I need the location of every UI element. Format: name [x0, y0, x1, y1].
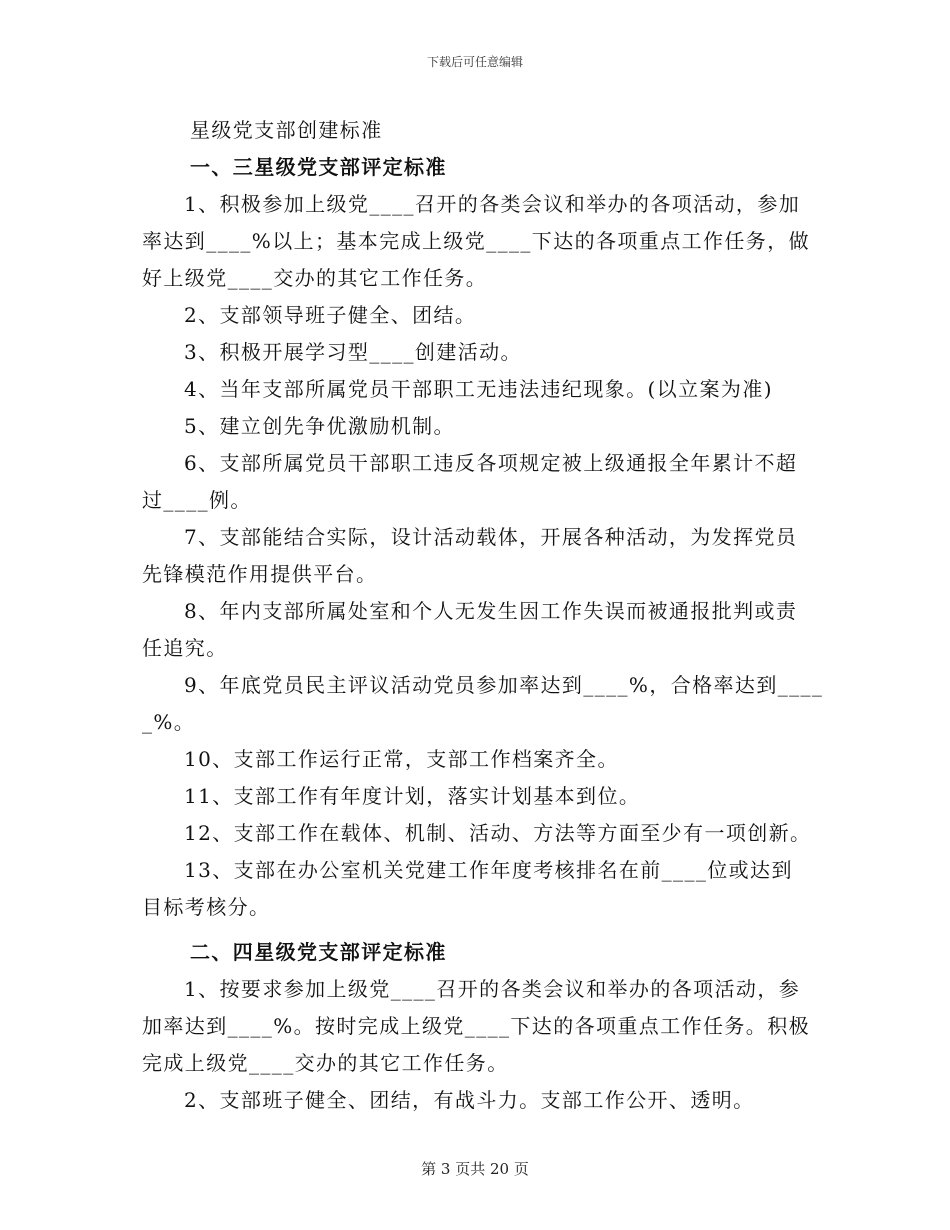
paragraph-line: 9、年底党员民主评议活动党员参加率达到____%，合格率达到____: [184, 673, 824, 697]
page-footer: 第 3 页共 20 页: [421, 1160, 529, 1178]
paragraph-line: 任追究。: [142, 636, 228, 660]
list-item: [142, 593, 812, 667]
paragraph-line: 7、支部能结合实际，设计活动载体，开展各种活动，为发挥党员: [184, 525, 798, 549]
list-item: [142, 186, 812, 297]
list-item: 2、支部领导班子健全、团结。: [184, 303, 477, 327]
paragraph-line: 加率达到____%。按时完成上级党____下达的各项重点工作任务。积极: [142, 1014, 811, 1038]
list-item: 3、积极开展学习型____创建活动。: [184, 340, 522, 364]
document-body: [142, 112, 824, 1119]
list-item: 2、支部班子健全、团结，有战斗力。支部工作公开、透明。: [184, 1088, 755, 1112]
list-item: [142, 852, 812, 926]
paragraph-line: 1、按要求参加上级党____召开的各类会议和举办的各项活动，参: [184, 977, 801, 1001]
list-item: [142, 971, 812, 1082]
paragraph-line: _%。: [142, 710, 196, 734]
list-item: 12、支部工作在载体、机制、活动、方法等方面至少有一项创新。: [184, 821, 812, 845]
section-heading-three-star: 一、三星级党支部评定标准: [190, 155, 447, 179]
list-item: [142, 667, 824, 741]
list-item: 4、当年支部所属党员干部职工无违法违纪现象。(以立案为准): [184, 377, 773, 401]
paragraph-line: 8、年内支部所属处室和个人无发生因工作失误而被通报批判或责: [184, 599, 798, 623]
paragraph-line: 过____例。: [142, 488, 252, 512]
list-item: [142, 519, 812, 593]
paragraph-line: 13、支部在办公室机关党建工作年度考核排名在前____位或达到: [184, 858, 793, 882]
paragraph-line: 完成上级党____交办的其它工作任务。: [142, 1051, 509, 1075]
document-title: 星级党支部创建标准: [190, 118, 383, 142]
list-item: 5、建立创先争优激励机制。: [184, 414, 455, 438]
list-item: 10、支部工作运行正常，支部工作档案齐全。: [184, 747, 619, 771]
paragraph-line: 1、积极参加上级党____召开的各类会议和举办的各项活动，参加: [184, 192, 801, 216]
list-item: 11、支部工作有年度计划，落实计划基本到位。: [184, 784, 641, 808]
section-heading-four-star: 二、四星级党支部评定标准: [190, 940, 447, 964]
page-header: 下载后可任意编辑: [426, 55, 523, 69]
paragraph-line: 率达到____%以上；基本完成上级党____下达的各项重点工作任务，做: [142, 229, 811, 253]
paragraph-line: 先锋模范作用提供平台。: [142, 562, 378, 586]
paragraph-line: 目标考核分。: [142, 895, 271, 919]
paragraph-line: 好上级党____交办的其它工作任务。: [142, 266, 488, 290]
list-item: [142, 445, 812, 519]
paragraph-line: 6、支部所属党员干部职工违反各项规定被上级通报全年累计不超: [184, 451, 798, 475]
